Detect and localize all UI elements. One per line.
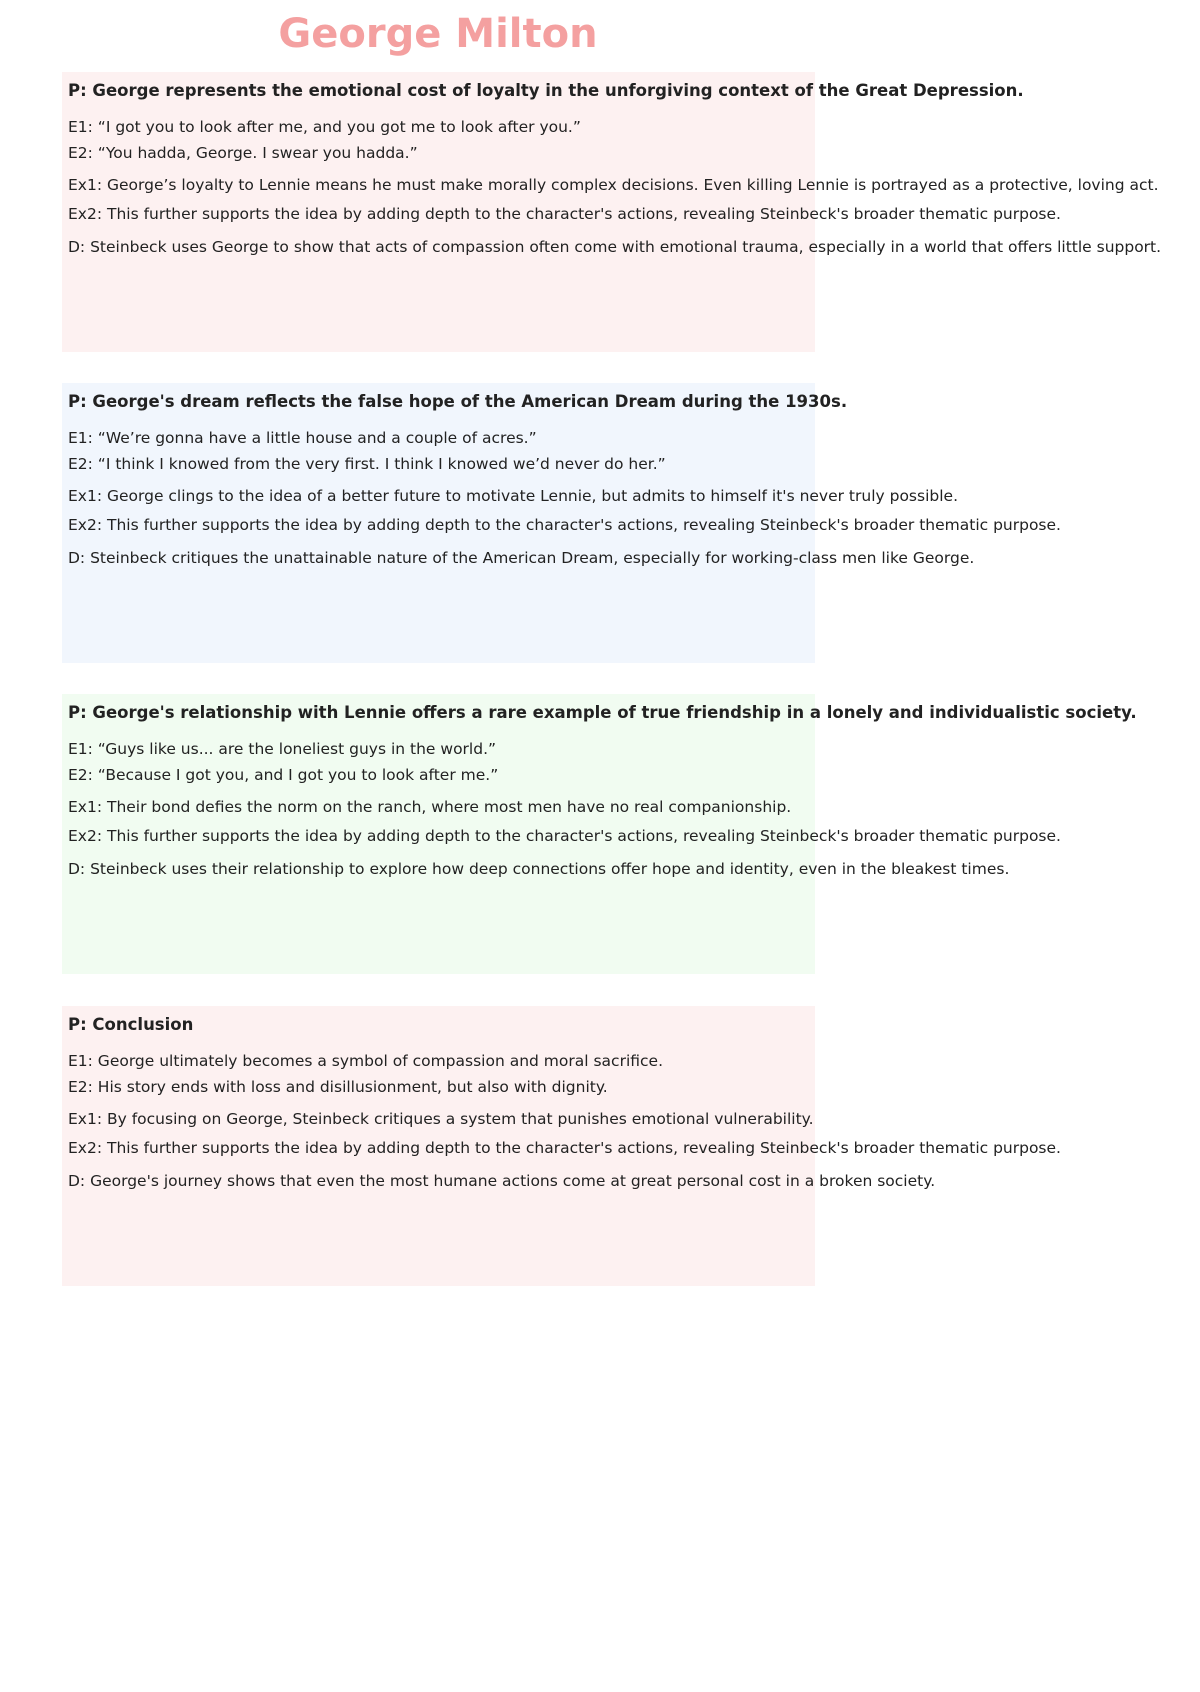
evidence-1-text: E1: “We’re gonna have a little house and a couple of acres.” (68, 429, 537, 447)
explanation-2-text: Ex2: This further supports the idea by adding depth to the character's actions, revealing Steinbeck's broader thematic purpose. (68, 827, 1061, 845)
evidence-1-text: E1: “Guys like us... are the loneliest guys in the world.” (68, 740, 497, 758)
evidence-2-text: E2: “You hadda, George. I swear you hadda.” (68, 144, 418, 162)
page-title: George Milton (278, 11, 598, 57)
evidence-2-text: E2: His story ends with loss and disillusionment, but also with dignity. (68, 1078, 608, 1096)
explanation-1-text: Ex1: George clings to the idea of a better future to motivate Lennie, but admits to himself it's never truly possible. (68, 487, 959, 505)
evidence-2-text: E2: “Because I got you, and I got you to look after me.” (68, 766, 499, 784)
explanation-2-text: Ex2: This further supports the idea by adding depth to the character's actions, revealing Steinbeck's broader thematic purpose. (68, 205, 1061, 223)
development-text: D: Steinbeck critiques the unattainable nature of the American Dream, especially for working-class men like George. (68, 549, 975, 567)
explanation-2-text: Ex2: This further supports the idea by adding depth to the character's actions, revealing Steinbeck's broader thematic purpose. (68, 1139, 1061, 1157)
point-text: P: George represents the emotional cost of loyalty in the unforgiving context of the Great Depression. (68, 81, 1024, 100)
evidence-1-text: E1: “I got you to look after me, and you got me to look after you.” (68, 118, 581, 136)
peel-section-friendship (62, 694, 1137, 974)
explanation-2-text: Ex2: This further supports the idea by adding depth to the character's actions, revealing Steinbeck's broader thematic purpose. (68, 516, 1061, 534)
development-text: D: Steinbeck uses George to show that acts of compassion often come with emotional trauma, especially in a world that offers little support. (68, 238, 1162, 256)
development-text: D: George's journey shows that even the most humane actions come at great personal cost in a broken society. (68, 1172, 936, 1190)
peel-section-conclusion (62, 1006, 1061, 1286)
point-text: P: Conclusion (68, 1015, 194, 1034)
explanation-1-text: Ex1: George’s loyalty to Lennie means he must make morally complex decisions. Even killing Lennie is portrayed as a protective, loving act. (68, 176, 1159, 194)
point-text: P: George's relationship with Lennie offers a rare example of true friendship in a lonely and individualistic society. (68, 703, 1137, 722)
explanation-1-text: Ex1: By focusing on George, Steinbeck critiques a system that punishes emotional vulnerability. (68, 1110, 814, 1128)
evidence-1-text: E1: George ultimately becomes a symbol of compassion and moral sacrifice. (68, 1052, 664, 1070)
point-text: P: George's dream reflects the false hope of the American Dream during the 1930s. (68, 392, 848, 411)
peel-section-loyalty (62, 72, 1162, 352)
peel-section-american-dream (62, 383, 1061, 663)
development-text: D: Steinbeck uses their relationship to explore how deep connections offer hope and identity, even in the bleakest times. (68, 860, 1010, 878)
evidence-2-text: E2: “I think I knowed from the very first. I think I knowed we’d never do her.” (68, 455, 666, 473)
explanation-1-text: Ex1: Their bond defies the norm on the ranch, where most men have no real companionship. (68, 798, 792, 816)
